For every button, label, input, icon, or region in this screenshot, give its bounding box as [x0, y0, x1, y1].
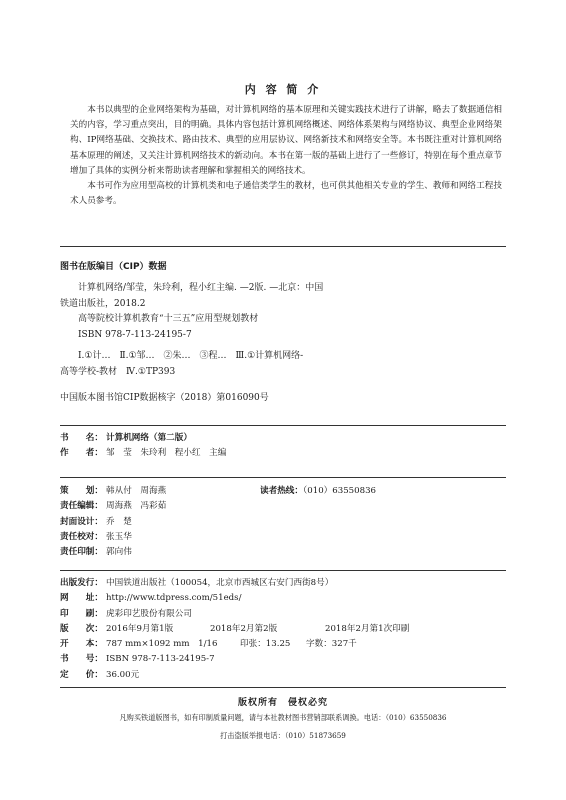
format-size: 787 mm×1092 mm 1/16 [106, 639, 218, 650]
book-name-label: 书 名： [60, 433, 103, 443]
editor-info [60, 484, 510, 560]
divider-rule [60, 425, 506, 426]
book-author-label: 作 者： [60, 448, 103, 459]
format-sheets: 印张：13.25 [240, 639, 291, 650]
book-author-row [60, 446, 510, 461]
book-name-row [60, 431, 510, 446]
editor-row [60, 499, 510, 514]
publisher-label: 出版发行： [60, 578, 103, 588]
cip-line: 高等学校-教材 Ⅳ.①TP393 [60, 366, 176, 377]
editor-value: 周海燕 冯彩茹 [106, 501, 167, 512]
book-info [60, 431, 510, 462]
cip-block [60, 281, 500, 343]
intro-paragraph: 本书以典型的企业网络架构为基础，对计算机网络的基本原理和关键实践技术进行了讲解，略去了数据通信相关的内容，学习重点突出，目的明确。具体内容包括计算机网络概述、网络体系架构与网络协议、典型企业网络架构、IP网络基础、交换技术、路由技术、典型的应用层协议、网络新技术和网络安全等。本书既注重对计算机网络基本原理的阐述，又关注计算机网络技术的新动向。本书在第一版的基础上进行了一些修订，特别在每个重点章节增加了具体的实例分析来帮助读者理解和掌握相关的网络技术。 [70, 105, 502, 176]
print-manager-label: 责任印制： [60, 547, 103, 558]
book-name-value: 计算机网络（第二版） [106, 433, 192, 443]
cip-line: 铁道出版社，2018.2 [60, 298, 146, 309]
intro-text [70, 103, 502, 209]
price-row [60, 668, 510, 683]
divider-rule [60, 246, 506, 247]
format-row [60, 637, 510, 652]
price-label: 定 价： [60, 669, 103, 680]
cip-classification [60, 349, 500, 380]
cover-design-value: 乔 楚 [106, 516, 132, 527]
print-manager-row [60, 545, 510, 560]
divider-rule [60, 687, 506, 688]
proofreader-value: 张玉华 [106, 531, 132, 542]
intro-paragraph: 本书可作为应用型高校的计算机类和电子通信类学生的教材，也可供其他相关专业的学生、教师和网络工程技术人员参考。 [70, 181, 502, 207]
cip-line: ISBN 978-7-113-24195-7 [78, 329, 192, 340]
publisher-value: 中国铁道出版社（100054，北京市西城区右安门西街8号） [106, 578, 334, 588]
edition-second: 2018年2月第2版 [210, 623, 278, 634]
isbn-row [60, 652, 510, 667]
edition-label: 版 次： [60, 623, 103, 634]
print-manager-value: 郭向伟 [106, 547, 132, 558]
reader-hotline [260, 484, 376, 499]
cip-line: 计算机网络/邹莹，朱玲利，程小红主编. —2版. —北京：中国 [78, 283, 324, 293]
cip-heading: 图书在版编目（CIP）数据 [60, 262, 167, 272]
publisher-row [60, 576, 510, 591]
cip-line: Ⅰ.①计… Ⅱ.①邹… ②朱… ③程… Ⅲ.①计算机网络- [78, 351, 304, 361]
printer-row [60, 607, 510, 622]
planning-row [60, 484, 510, 499]
website-row [60, 591, 510, 606]
intro-title: 内 容 简 介 [244, 83, 322, 96]
cip-record-number: 中国版本图书馆CIP数据核字（2018）第016090号 [60, 393, 269, 403]
printer-value: 虎彩印艺股份有限公司 [106, 608, 192, 619]
cover-design-label: 封面设计： [60, 516, 103, 527]
cover-design-row [60, 515, 510, 530]
isbn-label: 书 号： [60, 654, 103, 665]
edition-row [60, 622, 510, 637]
proofreader-row [60, 530, 510, 545]
proofreader-label: 责任校对： [60, 531, 103, 542]
piracy-report: 打击盗版举报电话：（010）51873659 [220, 731, 346, 740]
quality-notice: 凡购买铁道版图书，如有印制质量问题，请与本社教材图书营销部联系调换。电话：（010）63550836 [119, 713, 447, 722]
planning-label: 策 划： [60, 486, 103, 496]
isbn-value: ISBN 978-7-113-24195-7 [106, 654, 215, 665]
hotline-value: （010）63550836 [302, 486, 377, 496]
edition-printing: 2018年2月第1次印刷 [325, 623, 410, 634]
edition-first: 2016年9月第1版 [106, 623, 174, 634]
format-word-count: 字数：327千 [306, 639, 357, 650]
divider-rule [60, 477, 506, 478]
format-label: 开 本： [60, 639, 103, 650]
website-value: http://www.tdpress.com/51eds/ [106, 593, 242, 604]
price-value: 36.00元 [106, 669, 140, 680]
book-author-value: 邹 莹 朱玲利 程小红 主编 [106, 448, 227, 459]
hotline-label: 读者热线： [260, 486, 303, 496]
website-label: 网 址： [60, 593, 103, 604]
editor-label: 责任编辑： [60, 501, 103, 512]
planning-value: 韩从付 周海燕 [106, 486, 167, 496]
printer-label: 印 刷： [60, 608, 103, 619]
rights-notice: 版权所有 侵权必究 [237, 698, 328, 708]
divider-rule [60, 570, 506, 571]
cip-line: 高等院校计算机教育“十三五”应用型规划教材 [78, 314, 259, 324]
publishing-info [60, 576, 510, 683]
